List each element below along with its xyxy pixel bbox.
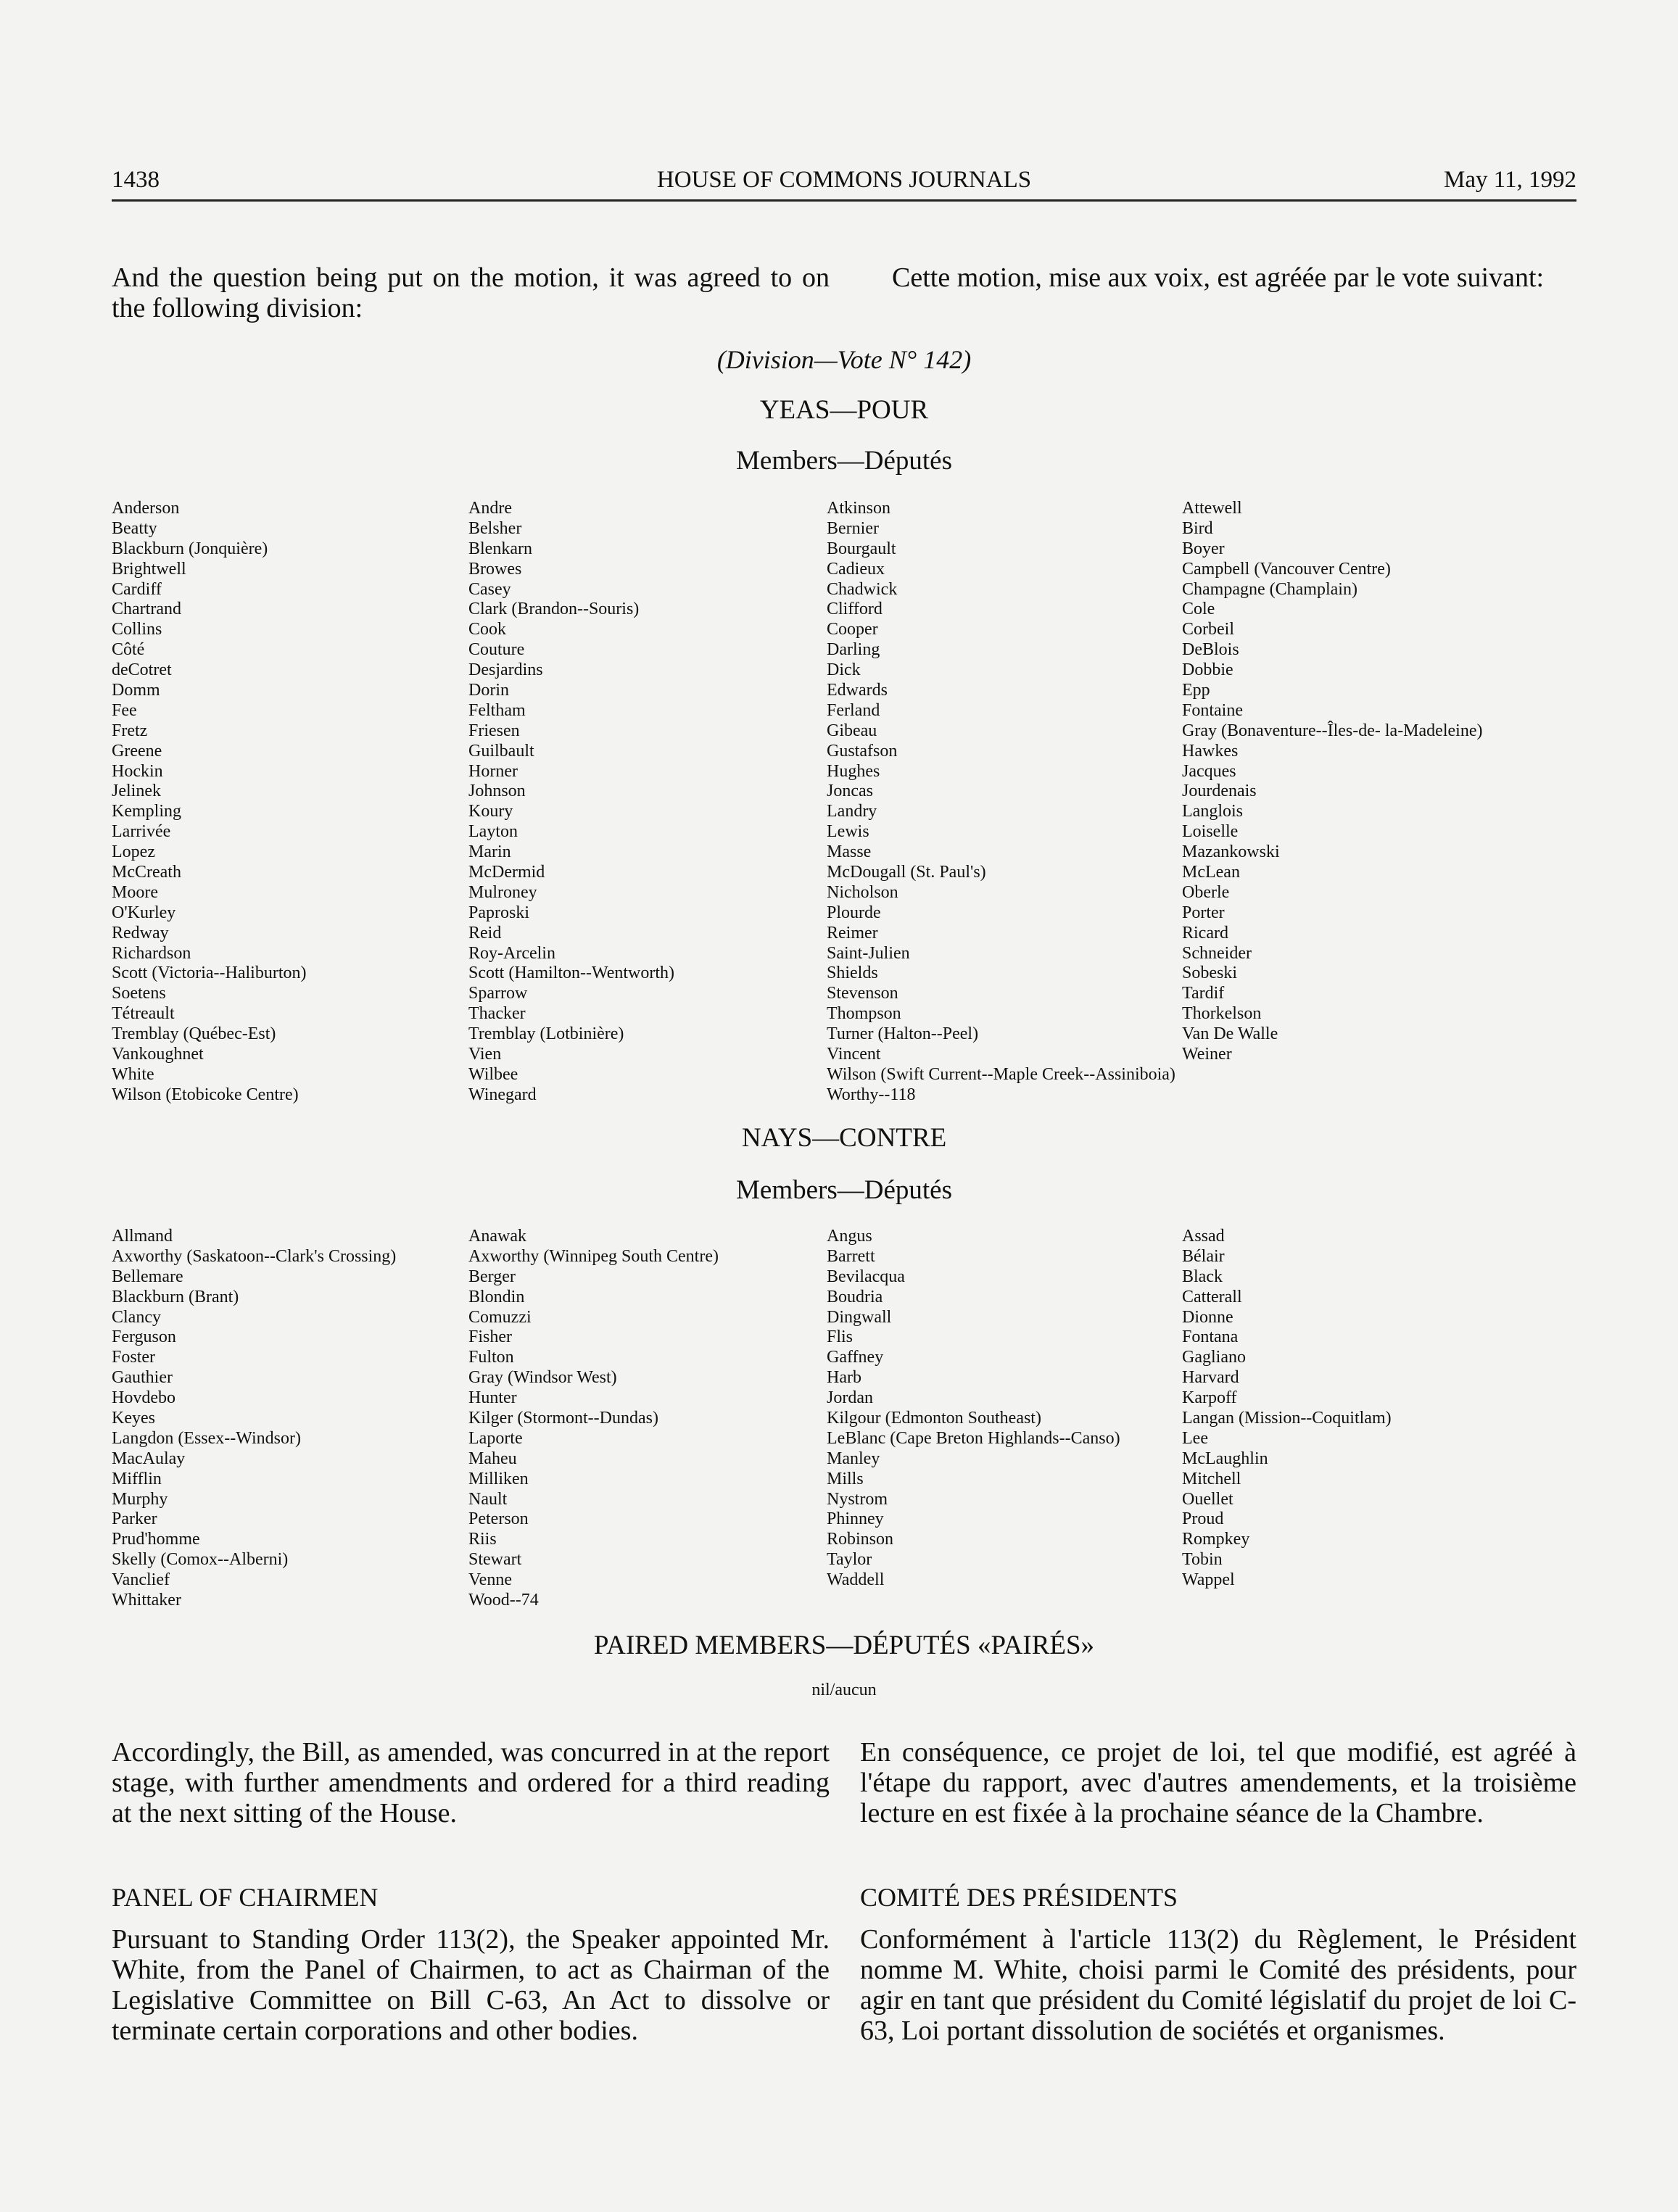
member-name: Edwards xyxy=(827,681,888,700)
member-name: Gauthier xyxy=(112,1368,173,1388)
member-name: Cadieux xyxy=(827,559,885,579)
member-name: Gagliano xyxy=(1182,1348,1246,1367)
member-name: Gaffney xyxy=(827,1348,884,1367)
conclusion-french: En conséquence, ce projet de loi, tel que modifié, est agréé à l'étape du rapport, avec d'autres amendements, et la troisième lecture en est fixée à la prochaine séance de la Chambre. xyxy=(860,1737,1576,1828)
member-name: Anderson xyxy=(112,499,180,518)
member-name: Foster xyxy=(112,1348,155,1367)
member-name: McDougall (St. Paul's) xyxy=(827,863,986,882)
member-name: Champagne (Champlain) xyxy=(1182,579,1357,599)
member-name: Dionne xyxy=(1182,1307,1233,1327)
member-name: Nystrom xyxy=(827,1489,888,1509)
member-name: Bélair xyxy=(1182,1246,1225,1266)
member-name: McLaughlin xyxy=(1182,1449,1268,1468)
member-name: Dick xyxy=(827,660,861,680)
member-name: Brightwell xyxy=(112,559,186,579)
member-name: Paproski xyxy=(468,903,529,922)
nays-column-3 xyxy=(827,1227,1120,1591)
member-name: Harvard xyxy=(1182,1368,1239,1388)
member-name: Weiner xyxy=(1182,1045,1232,1064)
member-name: deCotret xyxy=(112,660,172,680)
member-name: Hockin xyxy=(112,761,163,781)
member-name: Whittaker xyxy=(112,1591,181,1610)
member-name: Wilson (Etobicoke Centre) xyxy=(112,1085,299,1104)
member-name: Layton xyxy=(468,822,518,842)
member-name: Bellemare xyxy=(112,1267,183,1286)
nays-column-4 xyxy=(1182,1227,1392,1591)
member-name: Tobin xyxy=(1182,1550,1223,1570)
member-name: Bourgault xyxy=(827,539,896,558)
member-name: Robinson xyxy=(827,1530,894,1549)
member-name: Proud xyxy=(1182,1509,1224,1529)
member-name: Manley xyxy=(827,1449,880,1468)
member-name: Blackburn (Jonquière) xyxy=(112,539,268,558)
member-name: Johnson xyxy=(468,782,526,801)
member-name: Jacques xyxy=(1182,761,1236,781)
member-name: Van De Walle xyxy=(1182,1024,1278,1044)
panel-text-english: Pursuant to Standing Order 113(2), the Speaker appointed Mr. White, from the Panel of Chairmen, to act as Chairman of the Legislative Committee on Bill C-63, An Act to dissolve or terminate certain corporations and other bodies. xyxy=(112,1924,830,2046)
member-name: McDermid xyxy=(468,863,545,882)
member-name: Cole xyxy=(1182,600,1215,619)
member-name: Clifford xyxy=(827,600,883,619)
member-name: Wilson (Swift Current--Maple Creek--Assiniboia) xyxy=(827,1064,1175,1084)
member-name: Dingwall xyxy=(827,1307,892,1327)
member-name: Axworthy (Saskatoon--Clark's Crossing) xyxy=(112,1246,397,1266)
member-name: Mifflin xyxy=(112,1469,162,1488)
member-name: Dobbie xyxy=(1182,660,1233,680)
member-name: Richardson xyxy=(112,943,191,963)
member-name: Dorin xyxy=(468,681,509,700)
member-name: Langlois xyxy=(1182,802,1243,821)
member-name: Allmand xyxy=(112,1227,173,1246)
member-name: Campbell (Vancouver Centre) xyxy=(1182,559,1391,579)
member-name: Taylor xyxy=(827,1550,872,1570)
journal-title: HOUSE OF COMMONS JOURNALS xyxy=(656,167,1032,193)
member-name: Masse xyxy=(827,842,872,862)
member-name: Waddell xyxy=(827,1570,885,1590)
member-name: Ricard xyxy=(1182,923,1228,943)
member-name: Friesen xyxy=(468,721,520,740)
member-name: Tremblay (Québec-Est) xyxy=(112,1024,276,1044)
member-name: Catterall xyxy=(1182,1287,1242,1306)
member-name: Blenkarn xyxy=(468,539,532,558)
member-name: Berger xyxy=(468,1267,516,1286)
member-name: Reid xyxy=(468,923,502,943)
member-name: Feltham xyxy=(468,700,526,720)
page-number: 1438 xyxy=(112,167,160,193)
member-name: Langan (Mission--Coquitlam) xyxy=(1182,1409,1392,1428)
member-name: Darling xyxy=(827,640,880,660)
member-name: Gray (Windsor West) xyxy=(468,1368,617,1388)
member-name: Kilger (Stormont--Dundas) xyxy=(468,1409,658,1428)
member-name: Gray (Bonaventure--Îles-de- la-Madeleine) xyxy=(1182,721,1483,740)
member-name: Scott (Victoria--Haliburton) xyxy=(112,964,307,983)
member-name: Peterson xyxy=(468,1509,529,1529)
member-name: Blondin xyxy=(468,1287,525,1306)
member-name: Keyes xyxy=(112,1409,155,1428)
member-name: Soetens xyxy=(112,984,166,1003)
member-name: Joncas xyxy=(827,782,873,801)
member-name: Guilbault xyxy=(468,741,534,761)
member-name: Parker xyxy=(112,1509,157,1529)
member-name: Landry xyxy=(827,802,877,821)
member-name: Cooper xyxy=(827,620,878,639)
member-name: Casey xyxy=(468,579,511,599)
yeas-column-4 xyxy=(1182,499,1482,1065)
member-name: Maheu xyxy=(468,1449,517,1468)
member-name: Tremblay (Lotbinière) xyxy=(468,1024,624,1044)
nays-heading: NAYS—CONTRE xyxy=(741,1123,947,1153)
member-name: Couture xyxy=(468,640,525,660)
paired-value: nil/aucun xyxy=(811,1681,877,1699)
member-name: Beatty xyxy=(112,518,157,538)
yeas-heading: YEAS—POUR xyxy=(759,395,929,425)
member-name: Harb xyxy=(827,1368,861,1388)
member-name: Lee xyxy=(1182,1428,1208,1448)
intro-english: And the question being put on the motion, it was agreed to on the following division: xyxy=(112,262,830,323)
member-name: Domm xyxy=(112,681,160,700)
member-name: Ferguson xyxy=(112,1327,176,1347)
member-name: Scott (Hamilton--Wentworth) xyxy=(468,964,675,983)
member-name: Boyer xyxy=(1182,539,1225,558)
page-date: May 11, 1992 xyxy=(1443,167,1576,193)
yeas-subheading: Members—Députés xyxy=(736,446,952,476)
member-name: Larrivée xyxy=(112,822,171,842)
member-name: Black xyxy=(1182,1267,1223,1286)
member-name: Oberle xyxy=(1182,882,1230,902)
member-name: Fontaine xyxy=(1182,700,1243,720)
member-name: Cook xyxy=(468,620,507,639)
member-name: Ferland xyxy=(827,700,880,720)
member-name: Moore xyxy=(112,882,158,902)
member-name: Thacker xyxy=(468,1004,526,1024)
member-name: Thompson xyxy=(827,1004,901,1024)
member-name: O'Kurley xyxy=(112,903,176,922)
member-name: Lopez xyxy=(112,842,155,862)
member-name: Shields xyxy=(827,964,878,983)
member-name: LeBlanc (Cape Breton Highlands--Canso) xyxy=(827,1428,1120,1448)
header-rule xyxy=(112,199,1576,202)
member-name: Axworthy (Winnipeg South Centre) xyxy=(468,1246,719,1266)
member-name: McCreath xyxy=(112,863,181,882)
member-name: Mitchell xyxy=(1182,1469,1241,1488)
member-name: Winegard xyxy=(468,1085,537,1104)
member-name: Assad xyxy=(1182,1227,1225,1246)
conclusion-english: Accordingly, the Bill, as amended, was concurred in at the report stage, with further amendments and ordered for a third reading at the next sitting of the House. xyxy=(112,1737,830,1828)
member-name: Sparrow xyxy=(468,984,528,1003)
member-name: Jordan xyxy=(827,1388,873,1408)
member-name: Fee xyxy=(112,700,137,720)
member-name: Tardif xyxy=(1182,984,1225,1003)
panel-text-french: Conformément à l'article 113(2) du Règlement, le Président nomme M. White, choisi parmi le Comité des présidents, pour agir en tant que président du Comité législatif du projet de loi C-63, Loi portant dissolution de sociétés et organismes. xyxy=(860,1924,1576,2046)
member-name: Prud'homme xyxy=(112,1530,200,1549)
member-name: Mills xyxy=(827,1469,864,1488)
member-name: Fulton xyxy=(468,1348,514,1367)
member-name: Langdon (Essex--Windsor) xyxy=(112,1428,301,1448)
member-name: Mulroney xyxy=(468,882,537,902)
member-name: Mazankowski xyxy=(1182,842,1280,862)
nays-column-2 xyxy=(468,1227,719,1611)
member-name: Riis xyxy=(468,1530,497,1549)
member-name: Atkinson xyxy=(827,499,891,518)
paired-heading: PAIRED MEMBERS—DÉPUTÉS «PAIRÉS» xyxy=(593,1631,1095,1660)
member-name: Kilgour (Edmonton Southeast) xyxy=(827,1409,1041,1428)
member-name: Nault xyxy=(468,1489,508,1509)
member-name: McLean xyxy=(1182,863,1240,882)
member-name: Redway xyxy=(112,923,169,943)
yeas-column-3 xyxy=(827,499,1175,1106)
member-name: Belsher xyxy=(468,518,522,538)
member-name: Chadwick xyxy=(827,579,898,599)
member-name: Marin xyxy=(468,842,511,862)
member-name: Porter xyxy=(1182,903,1225,922)
member-name: Comuzzi xyxy=(468,1307,532,1327)
nays-subheading: Members—Députés xyxy=(736,1175,952,1205)
member-name: Nicholson xyxy=(827,882,898,902)
member-name: Gustafson xyxy=(827,741,898,761)
member-name: Bernier xyxy=(827,518,879,538)
member-name: Fontana xyxy=(1182,1327,1239,1347)
member-name: Roy-Arcelin xyxy=(468,943,555,963)
member-name: Clancy xyxy=(112,1307,161,1327)
member-name: Browes xyxy=(468,559,522,579)
member-name: Horner xyxy=(468,761,518,781)
member-name: Barrett xyxy=(827,1246,875,1266)
member-name: Vincent xyxy=(827,1045,881,1064)
member-name: Corbeil xyxy=(1182,620,1234,639)
member-name: Wilbee xyxy=(468,1064,518,1084)
member-name: Turner (Halton--Peel) xyxy=(827,1024,979,1044)
member-name: Plourde xyxy=(827,903,881,922)
member-name: Hunter xyxy=(468,1388,517,1408)
member-name: Collins xyxy=(112,620,162,639)
member-name: Skelly (Comox--Alberni) xyxy=(112,1550,289,1570)
member-name: Saint-Julien xyxy=(827,943,910,963)
member-name: Hovdebo xyxy=(112,1388,175,1408)
member-name: Wood--74 xyxy=(468,1591,539,1610)
member-name: Murphy xyxy=(112,1489,168,1509)
member-name: Loiselle xyxy=(1182,822,1239,842)
member-name: Greene xyxy=(112,741,162,761)
member-name: Desjardins xyxy=(468,660,543,680)
panel-heading-english: PANEL OF CHAIRMEN xyxy=(112,1883,379,1912)
member-name: Attewell xyxy=(1182,499,1242,518)
yeas-column-1 xyxy=(112,499,306,1106)
member-name: Andre xyxy=(468,499,512,518)
member-name: Stevenson xyxy=(827,984,898,1003)
yeas-column-2 xyxy=(468,499,674,1106)
member-name: Bird xyxy=(1182,518,1213,538)
member-name: Schneider xyxy=(1182,943,1252,963)
member-name: Phinney xyxy=(827,1509,884,1529)
member-name: Stewart xyxy=(468,1550,522,1570)
member-name: Bevilacqua xyxy=(827,1267,905,1286)
member-name: Gibeau xyxy=(827,721,877,740)
member-name: Vankoughnet xyxy=(112,1045,204,1064)
member-name: Fisher xyxy=(468,1327,512,1347)
member-name: Fretz xyxy=(112,721,148,740)
member-name: Jourdenais xyxy=(1182,782,1257,801)
division-label: (Division—Vote N° 142) xyxy=(716,345,972,374)
member-name: Milliken xyxy=(468,1469,529,1488)
member-name: Karpoff xyxy=(1182,1388,1237,1408)
member-name: Angus xyxy=(827,1227,872,1246)
member-name: Kempling xyxy=(112,802,181,821)
member-name: Côté xyxy=(112,640,145,660)
member-name: Sobeski xyxy=(1182,964,1238,983)
member-name: Jelinek xyxy=(112,782,161,801)
member-name: MacAulay xyxy=(112,1449,186,1468)
nays-column-1 xyxy=(112,1227,396,1611)
member-name: Anawak xyxy=(468,1227,526,1246)
panel-heading-french: COMITÉ DES PRÉSIDENTS xyxy=(860,1883,1178,1912)
member-name: DeBlois xyxy=(1182,640,1239,660)
member-name: Tétreault xyxy=(112,1004,175,1024)
intro-french: Cette motion, mise aux voix, est agréée par le vote suivant: xyxy=(892,262,1545,293)
member-name: Blackburn (Brant) xyxy=(112,1287,239,1306)
member-name: Hawkes xyxy=(1182,741,1239,761)
member-name: Thorkelson xyxy=(1182,1004,1262,1024)
member-name: Boudria xyxy=(827,1287,883,1306)
member-name: Epp xyxy=(1182,681,1210,700)
member-name: Hughes xyxy=(827,761,880,781)
member-name: Wappel xyxy=(1182,1570,1235,1590)
member-name: Laporte xyxy=(468,1428,523,1448)
member-name: Vanclief xyxy=(112,1570,170,1590)
member-name: Worthy--118 xyxy=(827,1085,916,1104)
member-name: Cardiff xyxy=(112,579,162,599)
member-name: Chartrand xyxy=(112,600,181,619)
member-name: Ouellet xyxy=(1182,1489,1233,1509)
member-name: Lewis xyxy=(827,822,869,842)
member-name: Reimer xyxy=(827,923,878,943)
member-name: Rompkey xyxy=(1182,1530,1250,1549)
member-name: Koury xyxy=(468,802,513,821)
member-name: Venne xyxy=(468,1570,512,1590)
member-name: White xyxy=(112,1064,154,1084)
member-name: Vien xyxy=(468,1045,502,1064)
member-name: Clark (Brandon--Souris) xyxy=(468,600,640,619)
member-name: Flis xyxy=(827,1327,854,1347)
